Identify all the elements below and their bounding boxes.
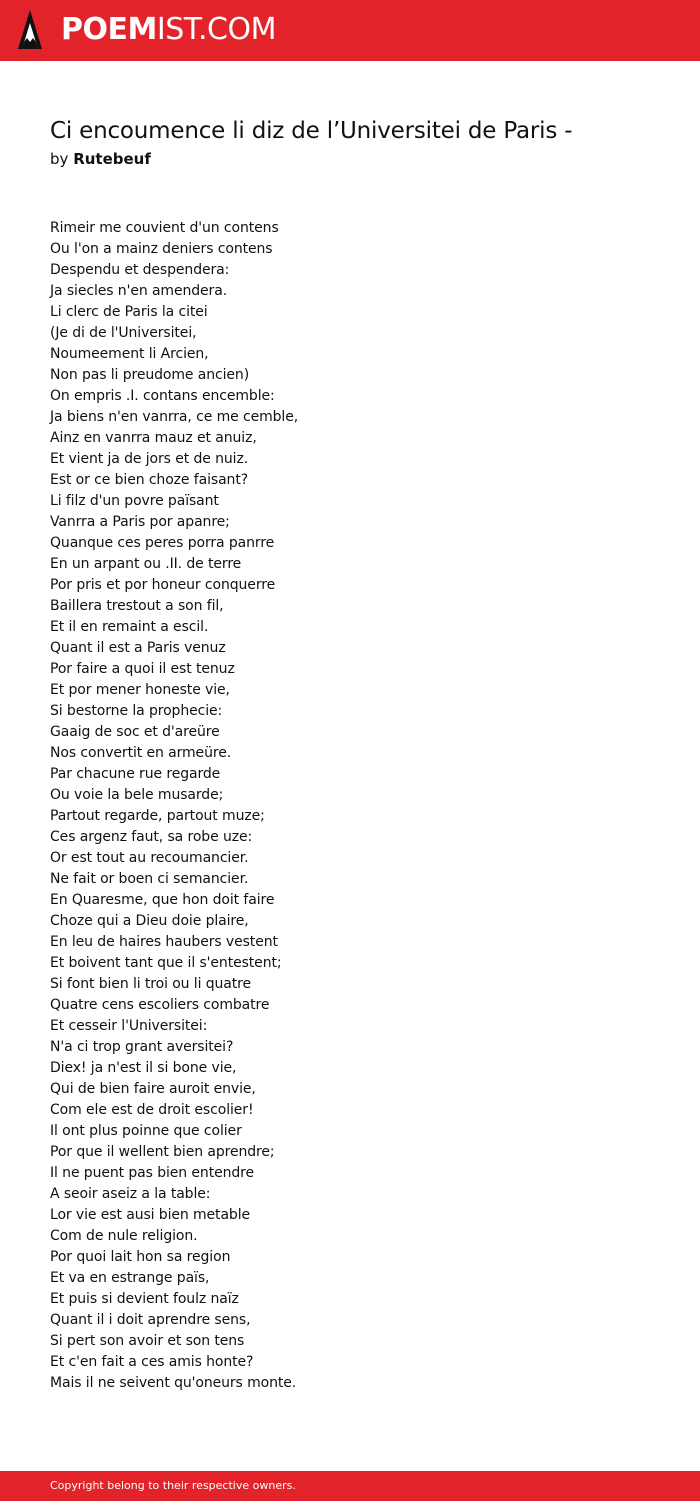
poem-line: Ou l'on a mainz deniers contens [50, 241, 273, 257]
poem-line: Com ele est de droit escolier! [50, 1102, 254, 1118]
poem-line: On empris .I. contans encemble: [50, 388, 275, 404]
poem-line: Por que il wellent bien aprendre; [50, 1144, 275, 1160]
poem-line: Li clerc de Paris la citei [50, 304, 208, 320]
poem-line: Li filz d'un povre païsant [50, 493, 219, 509]
poem-line: Despendu et despendera: [50, 262, 230, 278]
poem-body [50, 218, 298, 1394]
poem-line: Gaaig de soc et d'areüre [50, 724, 220, 740]
poem-line: N'a ci trop grant aversitei? [50, 1039, 234, 1055]
site-logo[interactable] [61, 12, 276, 48]
poem-line: Mais il ne seivent qu'oneurs monte. [50, 1375, 297, 1391]
poem-line: Diex! ja n'est il si bone vie, [50, 1060, 237, 1076]
poem-line: (Je di de l'Universitei, [50, 325, 197, 341]
copyright-text: Copyright belong to their respective owners. [50, 1479, 296, 1492]
poem-author: Rutebeuf [73, 150, 151, 168]
poem-line: Si bestorne la prophecie: [50, 703, 223, 719]
site-header [0, 0, 700, 61]
poem-line: Si font bien li troi ou li quatre [50, 976, 252, 992]
poem-line: Il ont plus poinne que colier [50, 1123, 242, 1139]
poem-line: Et por mener honeste vie, [50, 682, 230, 698]
poem-line: Et cesseir l'Universitei: [50, 1018, 208, 1034]
pencil-icon[interactable] [17, 9, 43, 51]
poem-line: En Quaresme, que hon doit faire [50, 892, 275, 908]
poem-line: Nos convertit en armeüre. [50, 745, 232, 761]
poem-line: Et vient ja de jors et de nuiz. [50, 451, 249, 467]
site-footer [0, 1471, 700, 1501]
poem-line: Ainz en vanrra mauz et anuiz, [50, 430, 257, 446]
poem-line: Et boivent tant que il s'entestent; [50, 955, 282, 971]
poem-line: Qui de bien faire auroit envie, [50, 1081, 256, 1097]
poem-line: Ou voie la bele musarde; [50, 787, 224, 803]
poem-line: Por faire a quoi il est tenuz [50, 661, 235, 677]
poem-line: Por pris et por honeur conquerre [50, 577, 276, 593]
poem-line: Lor vie est ausi bien metable [50, 1207, 251, 1223]
poem-line: Com de nule religion. [50, 1228, 198, 1244]
poem-line: Quant il i doit aprendre sens, [50, 1312, 251, 1328]
poem-line: Ja siecles n'en amendera. [50, 283, 228, 299]
poem-line: Ja biens n'en vanrra, ce me cemble, [50, 409, 299, 425]
poem-line: Or est tout au recoumancier. [50, 850, 249, 866]
poem-line: Quatre cens escoliers combatre [50, 997, 270, 1013]
poem-line: Il ne puent pas bien entendre [50, 1165, 255, 1181]
by-label: by [50, 150, 69, 168]
poem-line: Et va en estrange païs, [50, 1270, 210, 1286]
poem-line: A seoir aseiz a la table: [50, 1186, 211, 1202]
logo-bold-text: POEM [61, 12, 157, 47]
poem-line: Vanrra a Paris por apanre; [50, 514, 230, 530]
poem-line: Et il en remaint a escil. [50, 619, 209, 635]
poem-line: Noumeement li Arcien, [50, 346, 209, 362]
logo-light-text: IST.COM [156, 12, 276, 47]
poem-line: Et c'en fait a ces amis honte? [50, 1354, 254, 1370]
poem-line: Ces argenz faut, sa robe uze: [50, 829, 253, 845]
poem-byline [50, 149, 151, 169]
poem-line: Rimeir me couvient d'un contens [50, 220, 279, 236]
poem-line: Quanque ces peres porra panrre [50, 535, 275, 551]
poem-line: Baillera trestout a son fil, [50, 598, 224, 614]
poem-line: En leu de haires haubers vestent [50, 934, 278, 950]
poem-line: Si pert son avoir et son tens [50, 1333, 245, 1349]
poem-line: Partout regarde, partout muze; [50, 808, 265, 824]
poem-line: Est or ce bien choze faisant? [50, 472, 249, 488]
poem-line: Por quoi lait hon sa region [50, 1249, 231, 1265]
poem-line: Et puis si devient foulz naïz [50, 1291, 239, 1307]
poem-title: Ci encoumence li diz de l’Universitei de Paris - [50, 118, 573, 144]
poem-line: Par chacune rue regarde [50, 766, 221, 782]
poem-line: Ne fait or boen ci semancier. [50, 871, 249, 887]
poem-line: Choze qui a Dieu doie plaire, [50, 913, 249, 929]
poem-line: Quant il est a Paris venuz [50, 640, 226, 656]
poem-line: Non pas li preudome ancien) [50, 367, 250, 383]
poem-line: En un arpant ou .II. de terre [50, 556, 242, 572]
